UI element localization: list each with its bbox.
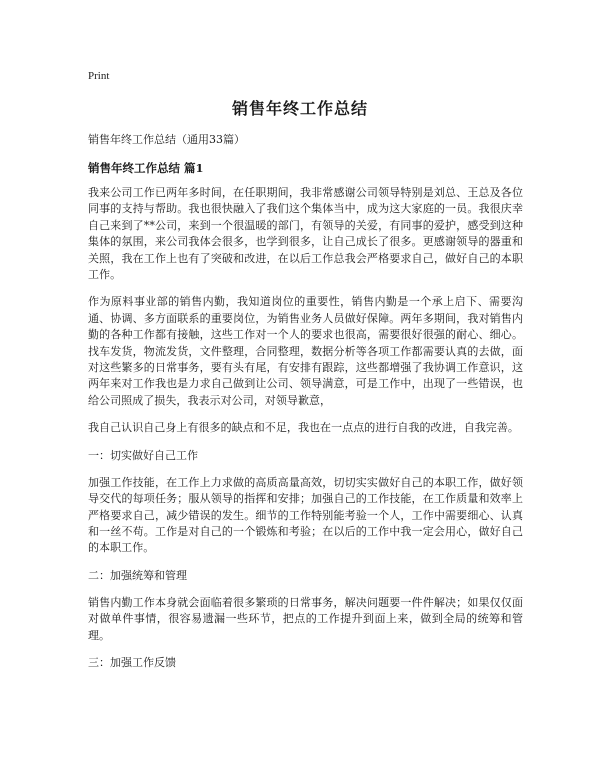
paragraph-1: 我来公司工作已两年多时间，在任职期间，我非常感谢公司领导特别是刘总、王总及各位同事的支持与帮助。我也很快融入了我们这个集体当中，成为这大家庭的一员。我很庆幸自己来到了**公司，来到一个很温暖的部门，有领导的关爱，有同事的爱护，感受到这种集体的氛围，来公司我体会很多，也学到很多，让自己成长了很多。更感谢领导的器重和关照，我在工作上也有了突破和改进，在以后工作总我会严格要求自己，做好自己的本职工作。 xyxy=(88,186,523,282)
document-subtitle: 销售年终工作总结（通用33篇） xyxy=(88,133,245,146)
paragraph-2: 作为原料事业部的销售内勤，我知道岗位的重要性，销售内勤是一个承上启下、需要沟通、协调、多方面联系的重要岗位，为销售业务人员做好保障。两年多期间，我对销售内勤的各种工作都有接触，这些工作对一个人的要求也很高，需要很好很强的耐心、细心。找车发货，物流发货，文件整理，合同整理，数据分析等各项工作都需要认真的去做，面对这些繁多的日常事务，要有头有尾，有安排有跟踪，这些都增强了我协调工作意识，这两年来对工作我也是力求自己做到让公司、领导满意，可是工作中，出现了一些错误，也给公司照成了损失，我表示对公司，对领导歉意， xyxy=(88,295,523,407)
heading-feedback: 三：加强工作反馈 xyxy=(88,655,176,669)
paragraph-5: 销售内勤工作本身就会面临着很多繁琐的日常事务，解决问题要一件件解决；如果仅仅面对做单件事情，很容易遗漏一些环节，把点的工作提升到面上来，做到全局的统筹和管理。 xyxy=(88,595,523,642)
heading-work: 一：切实做好自己工作 xyxy=(88,448,198,462)
document-body xyxy=(88,132,523,682)
paragraph-3: 我自己认识自己身上有很多的缺点和不足，我也在一点点的进行自我的改进，自我完善。 xyxy=(88,421,519,435)
paragraph-4: 加强工作技能，在工作上力求做的高质高量高效，切切实实做好自己的本职工作，做好领导交代的每项任务；服从领导的指挥和安排；加强自己的工作技能，在工作质量和效率上严格要求自己，减少错误的发生。细节的工作特别能考验一个人，工作中需要细心、认真和一丝不苟。工作是对自己的一个锻炼和考验；在以后的工作中我一定会用心，做好自己的本职工作。 xyxy=(88,475,523,555)
heading-management: 二：加强统筹和管理 xyxy=(88,568,187,582)
document-title: 销售年终工作总结 xyxy=(231,99,368,118)
section-title: 销售年终工作总结 篇1 xyxy=(88,161,204,175)
print-link[interactable]: Print xyxy=(88,70,110,82)
